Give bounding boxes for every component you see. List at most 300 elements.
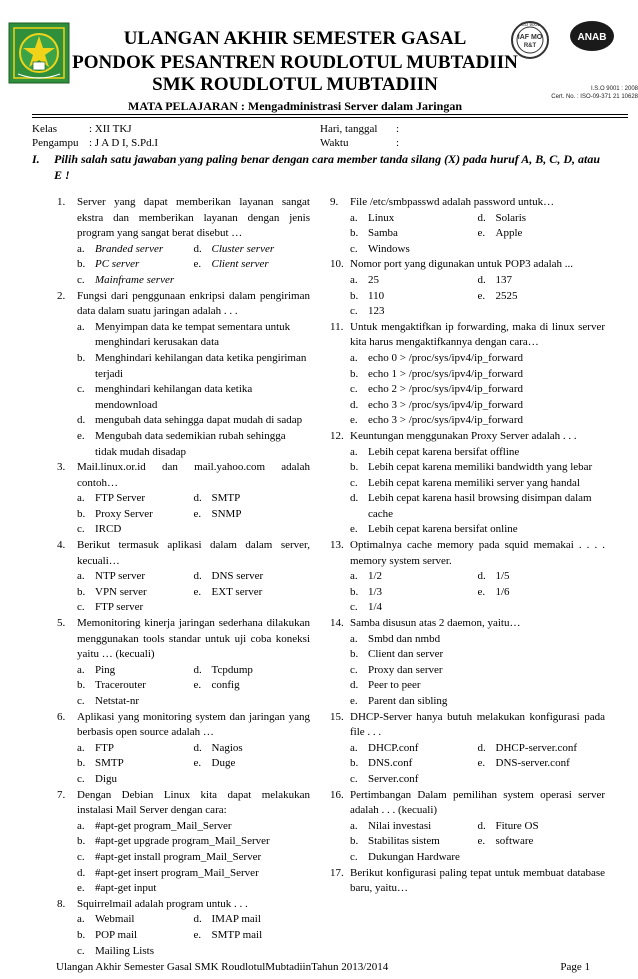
- option-letter: a.: [77, 741, 85, 754]
- option-text: 1/4: [368, 601, 383, 614]
- option-text: SMTP mail: [211, 928, 263, 941]
- option-text: DNS server: [211, 570, 264, 583]
- answer-option[interactable]: [478, 273, 606, 289]
- option-text: Lebih cepat karena bersifat online: [368, 523, 518, 536]
- answer-option[interactable]: [194, 663, 311, 679]
- answer-option[interactable]: [194, 257, 311, 273]
- option-text: 1/5: [495, 570, 510, 583]
- question-stem: DHCP-Server hanya butuh melakukan konfigurasi pada file . . .: [350, 710, 605, 739]
- option-letter: d.: [193, 242, 202, 255]
- options: [77, 663, 310, 710]
- answer-option[interactable]: [350, 834, 478, 850]
- answer-option[interactable]: [194, 569, 311, 585]
- question: [57, 460, 310, 538]
- option-text: Cluster server: [211, 242, 275, 255]
- footer: [56, 961, 590, 973]
- option-letter: c.: [350, 242, 358, 255]
- answer-option[interactable]: [77, 944, 194, 960]
- option-letter: b.: [77, 351, 86, 364]
- option-letter: c.: [77, 695, 85, 707]
- answer-option[interactable]: [77, 600, 194, 616]
- option-letter: a.: [350, 273, 358, 286]
- option-letter: d.: [477, 570, 486, 583]
- option-text: Client dan server: [368, 648, 444, 661]
- answer-option[interactable]: [350, 741, 478, 757]
- pengampu-label: Pengampu: [32, 137, 79, 149]
- option-text: 1/3: [368, 585, 383, 598]
- answer-option[interactable]: [77, 569, 194, 585]
- waktu-label: Waktu: [320, 137, 349, 149]
- answer-option[interactable]: [350, 445, 605, 461]
- option-letter: d.: [350, 398, 359, 411]
- option-letter: b.: [350, 835, 359, 848]
- option-text: VPN server: [95, 585, 147, 598]
- option-letter: c.: [77, 772, 85, 785]
- answer-option[interactable]: [194, 912, 311, 928]
- options: [77, 242, 310, 289]
- question-stem: Berikut konfigurasi paling tepat untuk membuat database baru, yaitu…: [350, 866, 605, 895]
- answer-option[interactable]: [350, 491, 605, 522]
- question: [330, 788, 605, 866]
- kelas-label: Kelas: [32, 123, 58, 135]
- options: [350, 819, 605, 866]
- options: [350, 632, 605, 710]
- cert-iso-text: ISO 9001: [520, 22, 540, 27]
- question: [57, 289, 310, 461]
- option-letter: e.: [193, 928, 202, 941]
- answer-option[interactable]: [77, 507, 194, 523]
- answer-option[interactable]: [77, 834, 310, 850]
- option-text: Branded server: [95, 242, 164, 255]
- answer-option[interactable]: [350, 819, 478, 835]
- option-letter: d.: [193, 741, 202, 754]
- answer-option[interactable]: [350, 460, 605, 476]
- answer-option[interactable]: [478, 569, 606, 585]
- option-text: DHCP.conf: [368, 741, 419, 754]
- question-number: 10.: [330, 258, 344, 271]
- options: [77, 491, 310, 538]
- option-text: Duge: [211, 757, 236, 770]
- anab-logo-icon: [570, 21, 614, 51]
- question-stem: Server yang dapat memberikan layanan sangat ekstra dan memberikan layanan dengan jenis program yang sangat berat disebut …: [77, 196, 310, 240]
- option-text: POP mail: [95, 928, 138, 941]
- option-text: #apt-get insert program_Mail_Server: [95, 866, 259, 879]
- question: [330, 866, 605, 897]
- option-letter: e.: [77, 429, 85, 442]
- question-number: 13.: [330, 539, 344, 552]
- option-text: Lebih cepat karena memiliki server yang handal: [368, 476, 580, 489]
- answer-option[interactable]: [77, 663, 194, 679]
- option-letter: b.: [350, 757, 359, 770]
- answer-option[interactable]: [77, 694, 194, 710]
- answer-option[interactable]: [194, 585, 311, 601]
- option-letter: d.: [77, 866, 86, 879]
- answer-option[interactable]: [350, 476, 605, 492]
- option-text: echo 1 > /proc/sys/ipv4/ip_forward: [368, 367, 523, 380]
- question: [330, 320, 605, 429]
- answer-option[interactable]: [77, 522, 194, 538]
- option-letter: b.: [77, 679, 86, 692]
- answer-option[interactable]: [350, 382, 605, 398]
- question-number: 15.: [330, 710, 344, 723]
- question-number: 12.: [330, 429, 344, 442]
- hari-value: :: [396, 123, 400, 135]
- option-text: Samba: [368, 227, 398, 240]
- option-text: PC server: [95, 258, 140, 271]
- answer-option[interactable]: [77, 928, 194, 944]
- option-letter: d.: [193, 570, 202, 583]
- option-text: SMTP: [95, 757, 124, 770]
- question-stem: Memonitoring kinerja jaringan sederhana dilakukan menggunakan tools standar untuk uji coba koneksi yaitu … (kecuali): [77, 617, 310, 661]
- option-text: DHCP-server.conf: [495, 741, 578, 754]
- option-text: FTP server: [95, 601, 144, 614]
- option-letter: d.: [193, 492, 202, 505]
- option-letter: a.: [77, 242, 85, 255]
- answer-option[interactable]: [77, 678, 194, 694]
- instruction-text: Pilih salah satu jawaban yang paling benar dengan cara member tanda silang (X) pada huruf A, B, C, D, atau E !: [54, 152, 600, 182]
- answer-option[interactable]: [478, 819, 606, 835]
- option-letter: e.: [193, 585, 202, 598]
- option-text: Smbd dan nmbd: [368, 632, 441, 645]
- answer-option[interactable]: [350, 772, 478, 788]
- answer-option[interactable]: [350, 569, 478, 585]
- answer-option[interactable]: [77, 741, 194, 757]
- answer-option[interactable]: [350, 242, 478, 258]
- option-letter: c.: [350, 663, 358, 676]
- option-letter: e.: [477, 289, 486, 302]
- question: [330, 257, 605, 319]
- answer-option[interactable]: [350, 647, 605, 663]
- answer-option[interactable]: [478, 741, 606, 757]
- question-number: 7.: [57, 788, 66, 801]
- option-letter: e.: [350, 523, 358, 536]
- header-divider-bottom: [32, 117, 628, 118]
- options: [350, 445, 605, 539]
- answer-option[interactable]: [350, 756, 478, 772]
- option-text: 2525: [495, 289, 518, 302]
- answer-option[interactable]: [350, 413, 605, 429]
- question-stem: Squirrelmail adalah program untuk . . .: [77, 897, 248, 910]
- option-letter: a.: [77, 819, 85, 832]
- question: [57, 710, 310, 788]
- option-text: Windows: [368, 242, 410, 255]
- option-text: Client server: [211, 258, 269, 271]
- answer-option[interactable]: [194, 928, 311, 944]
- kelas-value: : XII TKJ: [89, 123, 132, 135]
- options: [77, 320, 310, 460]
- option-letter: a.: [77, 913, 85, 926]
- option-letter: d.: [477, 211, 486, 224]
- option-text: Mengubah data sedemikian rubah sehingga tidak mudah disadap: [95, 429, 286, 458]
- option-letter: c.: [350, 601, 358, 614]
- answer-option[interactable]: [77, 351, 310, 382]
- option-letter: e.: [193, 757, 202, 770]
- option-text: EXT server: [211, 585, 263, 598]
- option-text: Nagios: [211, 741, 243, 754]
- option-text: Proxy Server: [95, 507, 153, 520]
- option-text: 25: [368, 273, 379, 286]
- school-logo-icon: [8, 22, 70, 84]
- option-text: Lebih cepat karena hasil browsing disimpan dalam cache: [368, 492, 592, 520]
- answer-option[interactable]: [350, 273, 478, 289]
- answer-option[interactable]: [194, 507, 311, 523]
- option-text: Server.conf: [368, 772, 419, 785]
- answer-option[interactable]: [77, 273, 194, 289]
- option-letter: b.: [77, 928, 86, 941]
- option-letter: e.: [193, 679, 202, 692]
- answer-option[interactable]: [77, 257, 194, 273]
- instruction-number: I.: [32, 152, 40, 166]
- option-letter: a.: [350, 351, 358, 364]
- option-letter: e.: [477, 585, 486, 598]
- option-letter: b.: [350, 227, 359, 240]
- question-stem: Berikut termasuk aplikasi dalam dalam server, kecuali…: [77, 539, 310, 567]
- answer-option[interactable]: [350, 522, 605, 538]
- answer-option[interactable]: [350, 351, 605, 367]
- question: [57, 616, 310, 710]
- question-stem: Untuk mengaktifkan ip forwarding, maka di linux server kita harus mengaktifkannya dengan cara…: [350, 320, 605, 349]
- option-text: Mainframe server: [95, 273, 175, 286]
- option-letter: b.: [350, 461, 359, 474]
- answer-option[interactable]: [77, 491, 194, 507]
- option-text: Tcpdump: [211, 663, 253, 676]
- option-text: echo 2 > /proc/sys/ipv4/ip_forward: [368, 383, 523, 396]
- option-text: 123: [368, 305, 385, 318]
- option-text: SMTP: [211, 492, 241, 505]
- question-number: 5.: [57, 617, 66, 630]
- option-text: Stabilitas sistem: [368, 835, 440, 848]
- options: [77, 741, 310, 788]
- option-text: Digu: [95, 772, 117, 785]
- option-text: 1/6: [495, 585, 510, 598]
- answer-option[interactable]: [77, 819, 310, 835]
- header-divider-top: [32, 114, 628, 115]
- answer-option[interactable]: [194, 678, 311, 694]
- instruction: [32, 151, 600, 183]
- answer-option[interactable]: [77, 242, 194, 258]
- option-letter: a.: [77, 570, 85, 583]
- option-text: Webmail: [95, 913, 135, 926]
- option-letter: e.: [350, 414, 358, 427]
- option-text: Proxy dan server: [368, 663, 443, 676]
- option-letter: b.: [77, 585, 86, 598]
- pengampu-value: : J A D I, S.Pd.I: [89, 137, 159, 149]
- option-letter: b.: [350, 289, 359, 302]
- option-text: Dukungan Hardware: [368, 850, 460, 863]
- question-number: 17.: [330, 866, 344, 879]
- answer-option[interactable]: [77, 320, 310, 351]
- option-text: config: [211, 679, 240, 692]
- answer-option[interactable]: [77, 881, 310, 897]
- question: [57, 195, 310, 289]
- certification-logos: [508, 16, 638, 116]
- answer-option[interactable]: [350, 600, 478, 616]
- answer-option[interactable]: [77, 413, 310, 429]
- option-text: #apt-get upgrade program_Mail_Server: [95, 835, 270, 848]
- answer-option[interactable]: [478, 585, 606, 601]
- question-number: 8.: [57, 897, 66, 910]
- answer-option[interactable]: [350, 694, 605, 710]
- option-letter: d.: [350, 679, 359, 692]
- option-letter: c.: [350, 850, 358, 863]
- answer-option[interactable]: [350, 289, 478, 305]
- option-text: Lebih cepat karena memiliki bandwidth yang lebar: [368, 461, 593, 474]
- option-text: Menghindari kehilangan data ketika pengiriman terjadi: [95, 351, 307, 380]
- option-letter: c.: [77, 850, 85, 863]
- answer-option[interactable]: [478, 211, 606, 227]
- option-text: FTP Server: [95, 492, 146, 505]
- option-letter: e.: [477, 227, 486, 240]
- option-text: DNS.conf: [368, 757, 413, 770]
- option-letter: a.: [350, 211, 358, 224]
- option-text: Peer to peer: [368, 679, 421, 692]
- question-stem: Keuntungan menggunakan Proxy Server adalah . . .: [350, 429, 577, 442]
- option-text: echo 3 > /proc/sys/ipv4/ip_forward: [368, 414, 523, 427]
- waktu-value: :: [396, 137, 400, 149]
- options: [350, 273, 605, 320]
- option-letter: a.: [77, 320, 85, 333]
- answer-option[interactable]: [77, 756, 194, 772]
- answer-option[interactable]: [194, 242, 311, 258]
- option-text: Mailing Lists: [95, 944, 154, 957]
- option-text: 1/2: [368, 570, 383, 583]
- question-number: 11.: [330, 320, 344, 333]
- option-letter: c.: [77, 273, 85, 286]
- question-number: 2.: [57, 289, 66, 302]
- answer-option[interactable]: [350, 585, 478, 601]
- option-letter: d.: [350, 492, 359, 505]
- option-letter: b.: [77, 507, 86, 520]
- answer-option[interactable]: [77, 912, 194, 928]
- answer-option[interactable]: [478, 756, 606, 772]
- option-letter: c.: [77, 944, 85, 957]
- options: [350, 569, 605, 616]
- option-text: menghindari kehilangan data ketika mendownload: [95, 383, 253, 411]
- option-letter: a.: [350, 819, 358, 832]
- cert-iaf-text: IAF MO: [517, 34, 543, 41]
- option-letter: e.: [477, 757, 486, 770]
- option-text: NTP server: [95, 570, 145, 583]
- cert-number: Cert. No. : ISO-09-371 21 10628: [551, 94, 638, 100]
- answer-option[interactable]: [478, 289, 606, 305]
- option-text: 110: [368, 289, 385, 302]
- option-letter: a.: [77, 663, 85, 676]
- answer-option[interactable]: [194, 491, 311, 507]
- option-text: FTP: [95, 741, 114, 754]
- answer-option[interactable]: [350, 211, 478, 227]
- answer-option[interactable]: [350, 398, 605, 414]
- option-letter: d.: [77, 414, 86, 427]
- answer-option[interactable]: [194, 756, 311, 772]
- option-letter: e.: [77, 882, 85, 895]
- answer-option[interactable]: [77, 382, 310, 413]
- option-letter: b.: [350, 585, 359, 598]
- option-text: #apt-get program_Mail_Server: [95, 819, 232, 832]
- svg-text:ANAB: ANAB: [577, 32, 607, 43]
- option-text: mengubah data sehingga dapat mudah di sadap: [95, 414, 303, 427]
- answer-option[interactable]: [350, 304, 478, 320]
- option-text: #apt-get install program_Mail_Server: [95, 850, 262, 863]
- question: [57, 538, 310, 616]
- option-letter: a.: [350, 445, 358, 458]
- option-text: software: [495, 835, 534, 848]
- option-text: IMAP mail: [211, 913, 261, 926]
- answer-option[interactable]: [77, 429, 310, 460]
- school-name: SMK ROUDLOTUL MUBTADIIN: [152, 74, 438, 95]
- option-text: echo 0 > /proc/sys/ipv4/ip_forward: [368, 351, 523, 364]
- option-letter: b.: [77, 258, 86, 271]
- option-letter: d.: [477, 273, 486, 286]
- option-letter: e.: [350, 695, 358, 707]
- question-number: 3.: [57, 461, 66, 474]
- question-stem: Nomor port yang digunakan untuk POP3 adalah ...: [350, 258, 574, 271]
- option-letter: a.: [350, 632, 358, 645]
- option-text: echo 3 > /proc/sys/ipv4/ip_forward: [368, 398, 523, 411]
- question: [330, 710, 605, 788]
- question: [57, 897, 310, 959]
- answer-option[interactable]: [77, 772, 194, 788]
- question-number: 6.: [57, 710, 66, 723]
- question-number: 1.: [57, 196, 66, 208]
- question: [330, 195, 605, 257]
- options: [77, 912, 310, 959]
- subject-line: MATA PELAJARAN : Mengadministrasi Server dalam Jaringan: [128, 99, 462, 113]
- question: [57, 788, 310, 897]
- answer-option[interactable]: [350, 850, 478, 866]
- option-text: Tracerouter: [95, 679, 146, 692]
- option-letter: d.: [477, 819, 486, 832]
- answer-option[interactable]: [350, 367, 605, 383]
- answer-option[interactable]: [478, 834, 606, 850]
- options: [77, 569, 310, 616]
- footer-text: Ulangan Akhir Semester Gasal SMK RoudlotulMubtadiinTahun 2013/2014: [56, 961, 389, 973]
- option-letter: e.: [193, 507, 202, 520]
- questions-left-column: [57, 195, 310, 959]
- option-letter: c.: [77, 383, 85, 396]
- option-text: Fiture OS: [495, 819, 539, 832]
- options: [350, 741, 605, 788]
- option-letter: a.: [350, 741, 358, 754]
- option-letter: e.: [193, 258, 202, 271]
- answer-option[interactable]: [350, 663, 605, 679]
- answer-option[interactable]: [350, 632, 605, 648]
- option-text: SNMP: [211, 507, 242, 520]
- option-letter: c.: [350, 772, 358, 785]
- answer-option[interactable]: [77, 850, 310, 866]
- answer-option[interactable]: [478, 226, 606, 242]
- questions-right-column: [330, 195, 605, 897]
- option-text: Netstat-nr: [95, 695, 139, 707]
- option-letter: b.: [350, 648, 359, 661]
- answer-option[interactable]: [350, 678, 605, 694]
- question-stem: Aplikasi yang monitoring system dan jaringan yang berbasis open source adalah …: [77, 710, 310, 739]
- question-stem: Mail.linux.or.id dan mail.yahoo.com adalah contoh…: [77, 461, 310, 489]
- answer-option[interactable]: [77, 866, 310, 882]
- question-stem: Fungsi dari penggunaan enkripsi dalam pengiriman data dalam suatu jaringan adalah . . .: [77, 289, 310, 318]
- option-letter: b.: [77, 757, 86, 770]
- option-text: Linux: [368, 211, 395, 224]
- option-text: Apple: [495, 227, 523, 240]
- option-text: Lebih cepat karena bersifat offline: [368, 445, 520, 458]
- question: [330, 538, 605, 616]
- answer-option[interactable]: [350, 226, 478, 242]
- question: [330, 616, 605, 710]
- option-text: #apt-get input: [95, 882, 157, 895]
- answer-option[interactable]: [77, 585, 194, 601]
- question-number: 9.: [330, 196, 339, 208]
- answer-option[interactable]: [194, 741, 311, 757]
- page-number: Page 1: [560, 961, 590, 973]
